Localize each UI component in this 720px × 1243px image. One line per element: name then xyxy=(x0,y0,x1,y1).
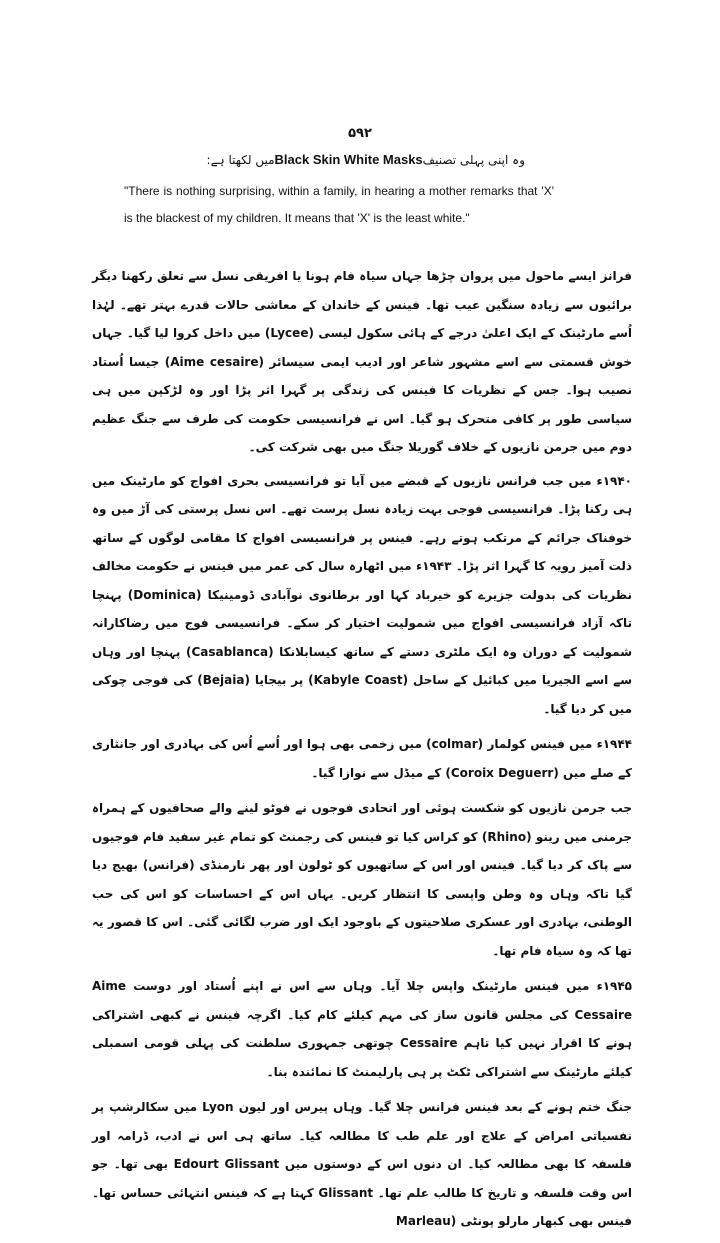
intro-before: وہ اپنی پہلی تصنیف xyxy=(422,153,525,167)
paragraph-6: جنگ ختم ہونے کے بعد فینس فرانس چلا گیا۔ وہاں پیرس اور لیون Lyon میں سکالرشپ پر نفسیاتی امراض کے علاج اور علم طب کا مطالعہ کیا۔ ساتھ ہی اس نے ادب، ڈرامہ اور فلسفہ کا بھی مطالعہ کیا۔ ان دنوں اس کے دوستوں میں Edourt Glissant بھی تھا۔ جو اس وقت فلسفہ و تاریخ کا طالب علم تھا۔ Glissant کہتا ہے کہ فینس انتہائی حساس تھا۔ فینس بھی کبھار مارلو پونٹی (Marleau xyxy=(92,1100,633,1228)
intro-line xyxy=(105,152,525,168)
paragraph-4: جب جرمن نازیوں کو شکست ہوئی اور اتحادی فوجوں نے فوٹو لینے والے صحافیوں کے ہمراہ جرمنی میں رینو (Rhino) کو کراس کیا تو فینس کی رجمنٹ کو تمام غیر سفید فام فوجیوں سے پاک کر دیا گیا۔ فینس اور اس کے ساتھیوں کو ٹولون اور پھر نارمنڈی (فرانس) بھیج دیا گیا تاکہ وہاں وہ وطن واپسی کا انتظار کریں۔ یہاں اس کے احساسات کو اس کی حب الوطنی، بہادری اور عسکری صلاحیتوں کے باوجود ایک اور ضرب لگائی گئی۔ اس کا قصور یہ تھا کہ وہ سیاہ فام تھا۔ xyxy=(92,801,633,958)
book-title: Black Skin White Masks xyxy=(274,152,423,167)
intro-after: میں لکھتا ہے: xyxy=(206,153,275,167)
paragraph-2: ۱۹۴۰ء میں جب فرانس نازیوں کے قبضے میں آیا تو فرانسیسی بحری افواج کو مارٹینک میں ہی رکنا پڑا۔ فرانسیسی فوجی بہت زیادہ نسل پرست تھے۔ اس نسل پرستی کی آڑ میں وہ خوفناک جرائم کے مرتکب ہوتے رہے۔ فینس پر فرانسیسی افواج کا مقامی لوگوں کے ساتھ ذلت آمیز رویہ کا گہرا اثر پڑا۔ ۱۹۴۳ء میں اٹھارہ سال کی عمر میں فینس نے حکومت مخالف نظریات کی بدولت جزیرے کو خیرباد کہا اور برطانوی نوآبادی ڈومینیکا (Dominica) پہنچا تاکہ آزاد فرانسیسی افواج میں شمولیت اختیار کر سکے۔ فرانسیسی فوج میں رضاکارانہ شمولیت کے دوران وہ ایک ملٹری دستے کے ساتھ کیسابلانکا (Casablanca) پہنچا اور وہاں سے اسے الجیریا میں کبائیل کے ساحل (Kabyle Coast) پر بیجایا (Bejaia) کی فوجی چوکی میں کر دیا گیا۔ xyxy=(92,473,633,716)
paragraph-1: فرانز ایسے ماحول میں پروان چڑھا جہاں سیاہ فام ہونا یا افریقی نسل سے تعلق رکھنا دیگر برائیوں سے زیادہ سنگین عیب تھا۔ فینس کے خاندان کے معاشی حالات قدرے بہتر تھے۔ لہٰذا اُسے مارٹینک کے ایک اعلیٰ درجے کے ہائی سکول لیسی (Lycee) میں داخل کروا لیا گیا۔ جہاں خوش قسمتی سے اسے مشہور شاعر اور ادیب ایمی سیسائر (Aime cesaire) جیسا اُستاد نصیب ہوا۔ جس کے نظریات کا فینس کی زندگی پر گہرا اثر پڑا اور وہ لڑکپن میں ہی سیاسی طور پر کافی متحرک ہو گیا۔ اس نے فرانسیسی حکومت کی طرف سے جنگ عظیم دوم میں جرمن نازیوں کے خلاف گوریلا جنگ میں بھی شرکت کی۔ xyxy=(92,269,632,454)
page-number: ۵۹۲ xyxy=(348,126,372,141)
body-text xyxy=(92,262,632,1243)
quote-block: "There is nothing surprising, within a family, in hearing a mother remarks that 'X' is the blackest of my children. It means that 'X' is the least white." xyxy=(124,184,554,225)
paragraph-3: ۱۹۴۴ء میں فینس کولمار (colmar) میں زخمی بھی ہوا اور اُسے اُس کی بہادری اور جانثاری کے صلے میں (Coroix Deguerr) کے میڈل سے نوازا گیا۔ xyxy=(92,737,632,780)
paragraph-5: ۱۹۴۵ء میں فینس مارٹینک واپس چلا آیا۔ وہاں سے اس نے اپنے اُستاد اور دوست Aime Cessaire کی مجلس قانون ساز کی مہم کیلئے کام کیا۔ اگرچہ فینس نے کبھی اشتراکی ہونے کا اقرار نہیں کیا تاہم Cessaire چوتھی جمہوری سلطنت کی پہلی قومی اسمبلی کیلئے مارٹینک سے اشتراکی ٹکٹ پر ہی پارلیمنٹ کا نمائندہ بنا۔ xyxy=(92,979,633,1079)
